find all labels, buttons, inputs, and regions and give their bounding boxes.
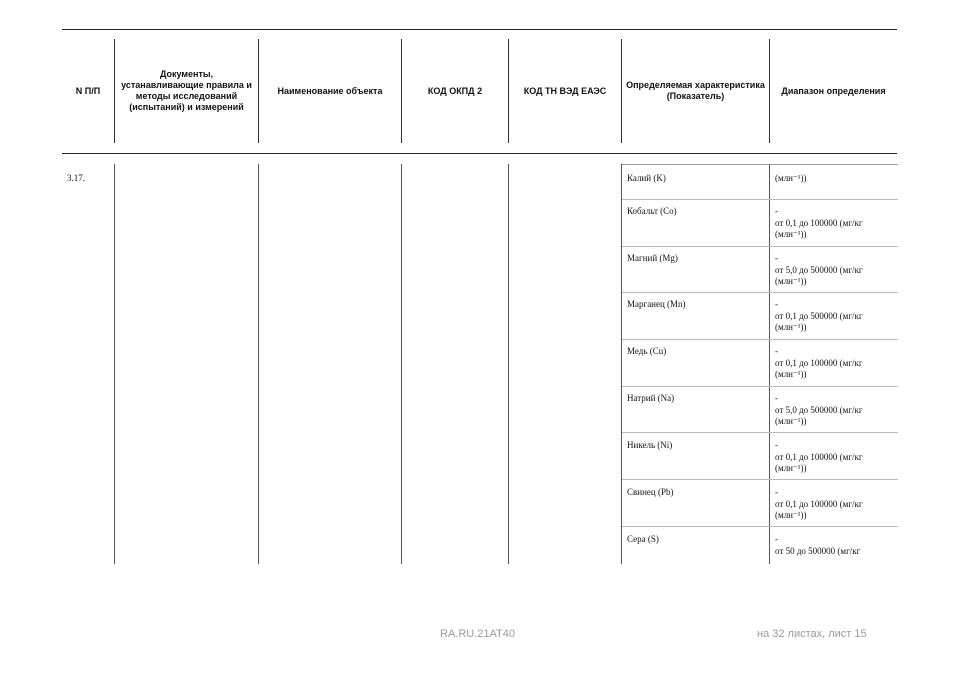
header-divider: [508, 39, 509, 143]
header-bottom-rule: [62, 153, 897, 154]
header-top-rule: [62, 29, 897, 30]
header-col-characteristic: Определяемая характеристика (Показатель): [626, 80, 765, 101]
characteristic-potassium: Калий (K): [627, 173, 666, 183]
body-divider: [769, 164, 770, 564]
header-col-number: N П/П: [75, 85, 101, 96]
row-separator: [622, 164, 898, 165]
header-col-okpd2: КОД ОКПД 2: [427, 85, 483, 96]
body-divider: [401, 164, 402, 564]
row-separator: [622, 479, 898, 480]
characteristic-copper: Медь (Cu): [627, 346, 667, 356]
range-potassium: (млн⁻¹)): [775, 173, 807, 183]
range-magnesium: - от 5,0 до 500000 (мг/кг (млн⁻¹)): [775, 253, 863, 286]
header-divider: [114, 39, 115, 143]
characteristic-sulfur: Сера (S): [627, 534, 659, 544]
body-divider: [114, 164, 115, 564]
range-nickel: - от 0,1 до 100000 (мг/кг (млн⁻¹)): [775, 440, 863, 473]
header-col-range: Диапазон определения: [781, 85, 886, 96]
footer-doc-id: RA.RU.21AT40: [440, 628, 515, 640]
characteristic-sodium: Натрий (Na): [627, 393, 675, 403]
footer-page-info: на 32 листах, лист 15: [757, 628, 867, 640]
characteristic-magnesium: Магний (Mg): [627, 253, 678, 263]
characteristic-cobalt: Кобальт (Co): [627, 206, 677, 216]
range-lead: - от 0,1 до 100000 (мг/кг (млн⁻¹)): [775, 487, 863, 520]
range-copper: - от 0,1 до 100000 (мг/кг (млн⁻¹)): [775, 346, 863, 379]
header-col-documents: Документы, устанавливающие правила и методы исследований (испытаний) и измерений: [121, 69, 252, 112]
range-sodium: - от 5,0 до 500000 (мг/кг (млн⁻¹)): [775, 393, 863, 426]
characteristic-nickel: Никель (Ni): [627, 440, 673, 450]
range-manganese: - от 0,1 до 500000 (мг/кг (млн⁻¹)): [775, 299, 863, 332]
row-separator: [622, 526, 898, 527]
row-separator: [622, 432, 898, 433]
range-cobalt: - от 0,1 до 100000 (мг/кг (млн⁻¹)): [775, 206, 863, 239]
header-divider: [769, 39, 770, 143]
characteristic-lead: Свинец (Pb): [627, 487, 674, 497]
header-divider: [258, 39, 259, 143]
row-separator: [622, 339, 898, 340]
header-col-tnved: КОД ТН ВЭД ЕАЭС: [523, 85, 607, 96]
row-separator: [622, 199, 898, 200]
header-divider: [401, 39, 402, 143]
characteristic-manganese: Марганец (Mn): [627, 299, 686, 309]
header-divider: [621, 39, 622, 143]
body-divider: [258, 164, 259, 564]
header-col-object-name: Наименование объекта: [277, 85, 383, 96]
row-separator: [622, 246, 898, 247]
body-divider: [508, 164, 509, 564]
range-sulfur: - от 50 до 500000 (мг/кг: [775, 534, 861, 556]
body-divider: [621, 164, 622, 564]
row-separator: [622, 386, 898, 387]
row-separator: [622, 292, 898, 293]
row-number: 3.17.: [67, 173, 85, 183]
